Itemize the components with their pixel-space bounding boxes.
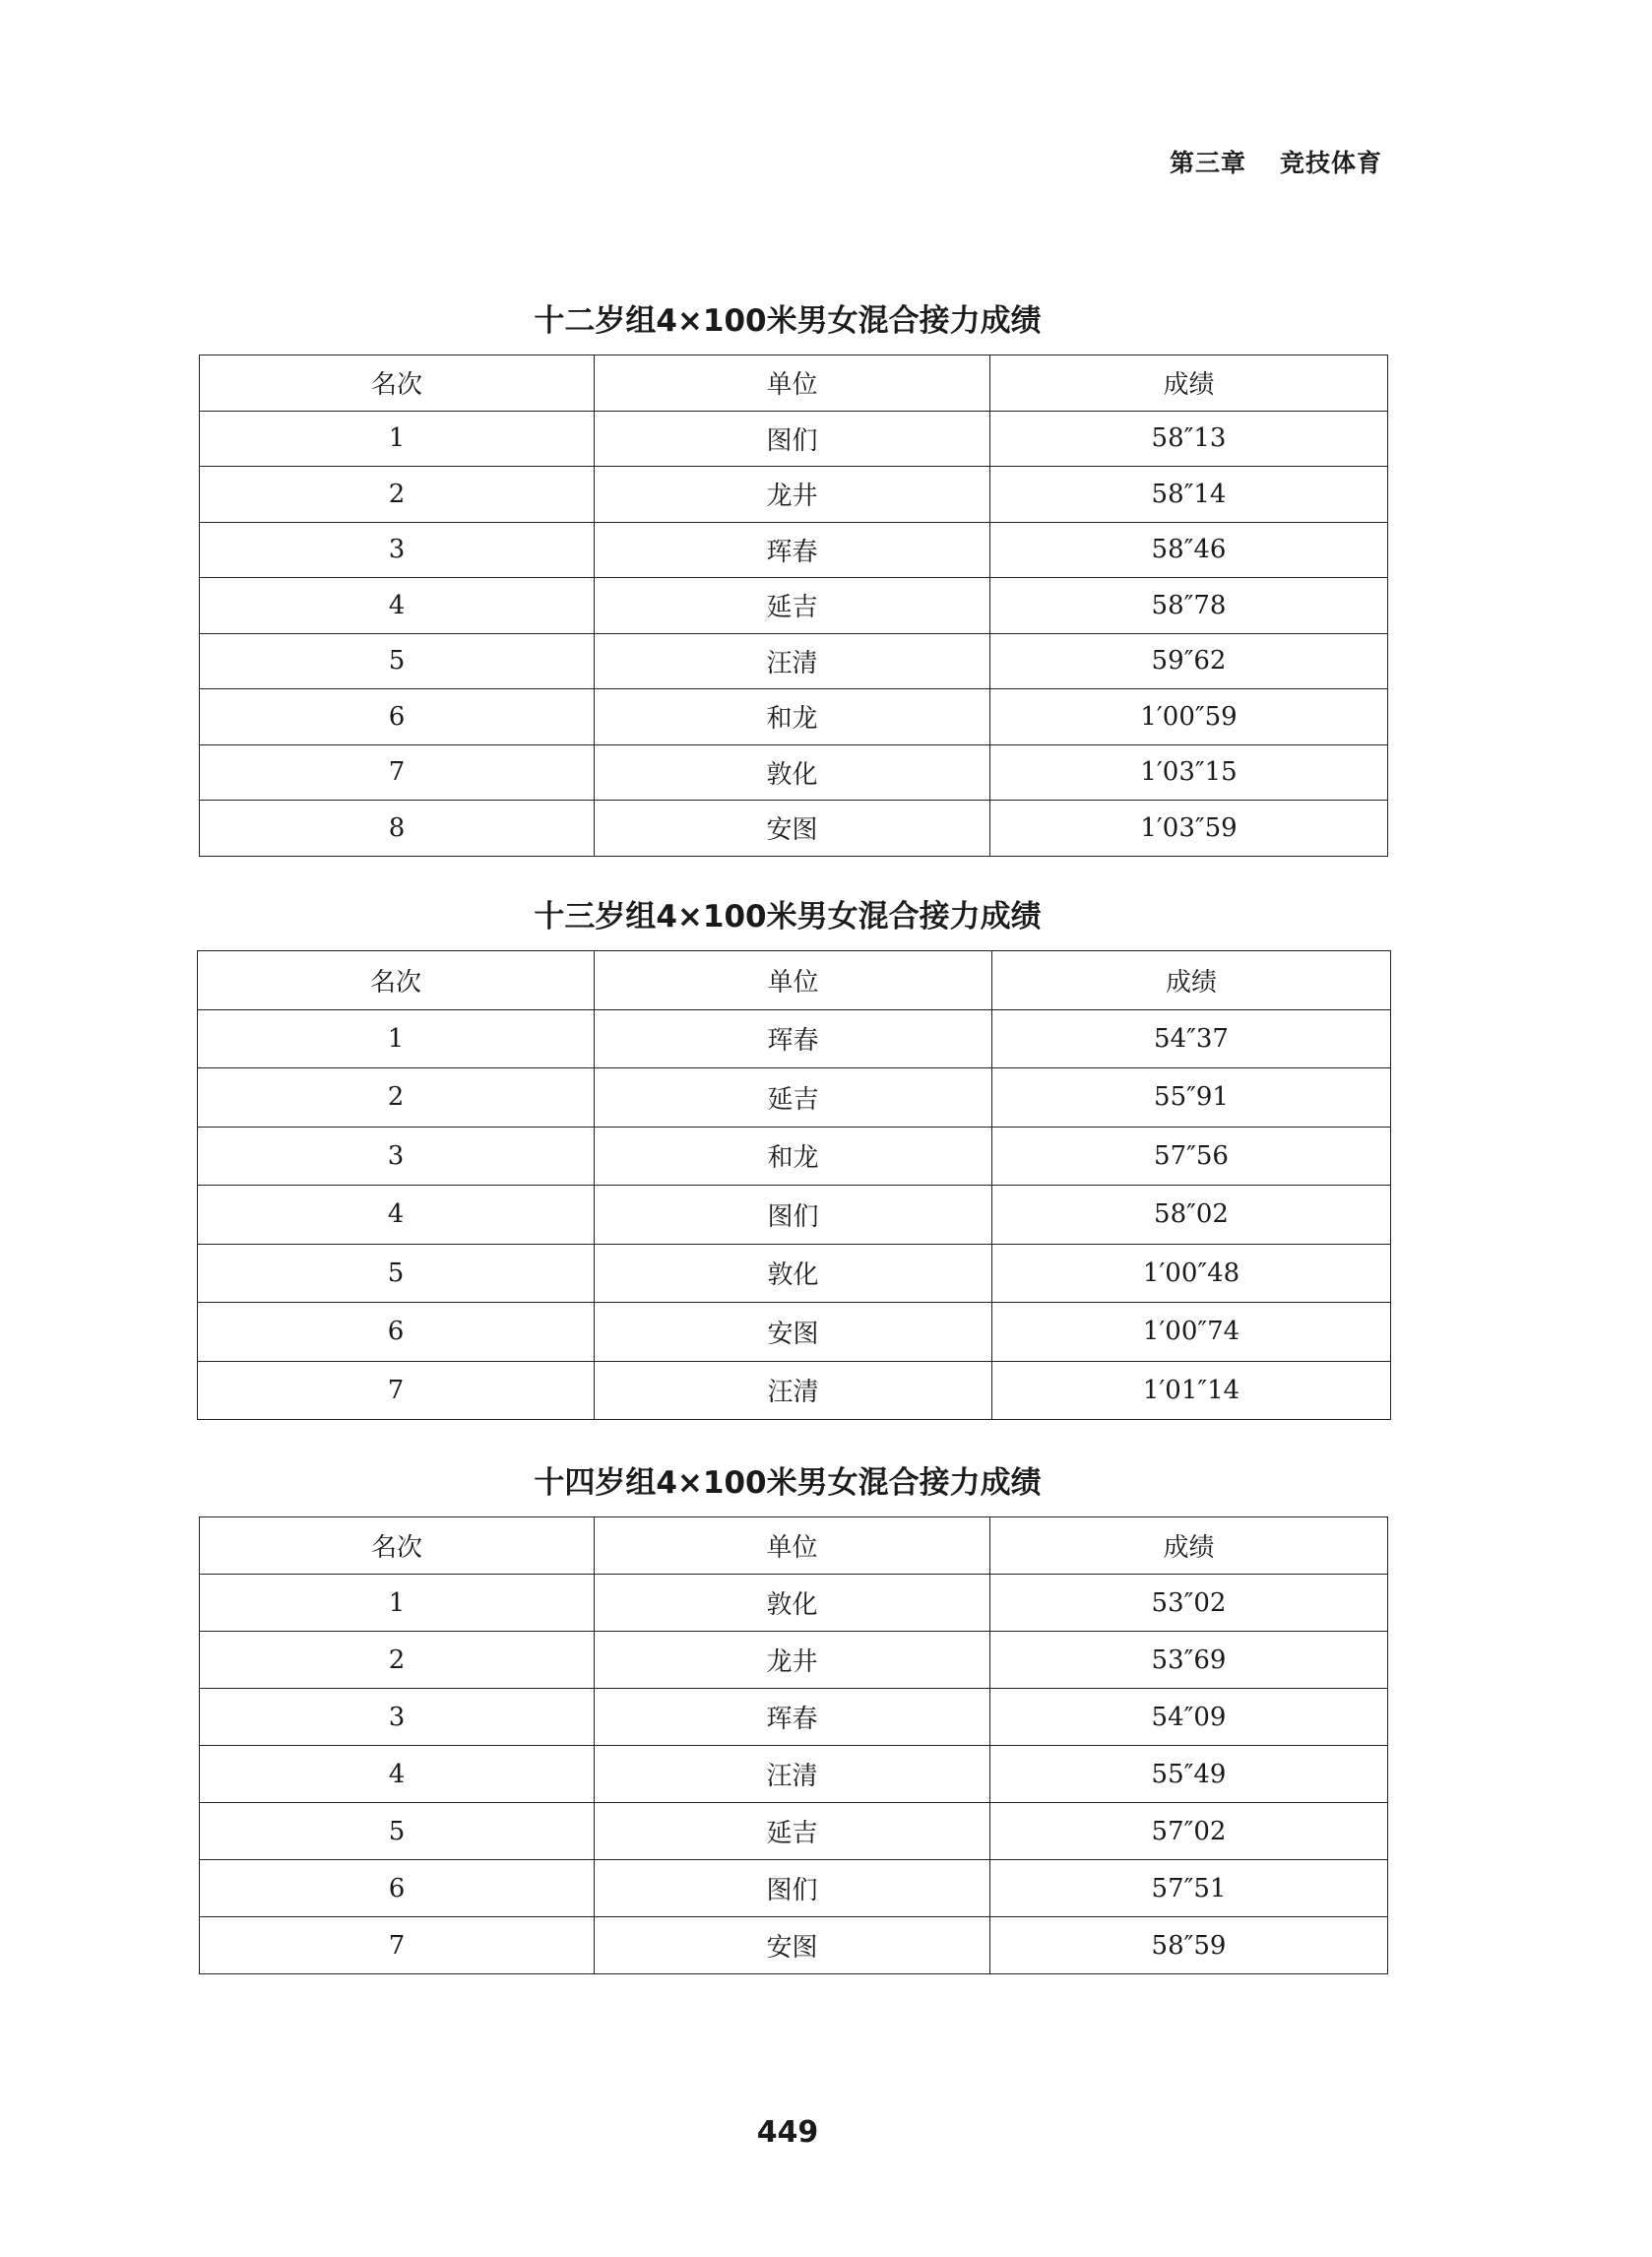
column-header: 成绩 [990, 355, 1388, 412]
table-row [200, 1746, 1388, 1803]
table-row [200, 633, 1388, 689]
time-cell: 53″69 [990, 1632, 1388, 1689]
unit-cell: 珲春 [595, 1009, 992, 1068]
running-header [1170, 144, 1382, 179]
table-row [200, 1917, 1388, 1974]
table-row [200, 578, 1388, 634]
unit-cell: 延吉 [595, 578, 990, 634]
table-row [200, 522, 1388, 578]
time-cell: 1′01″14 [992, 1361, 1391, 1420]
table-row [200, 744, 1388, 801]
results-table-age-12 [199, 355, 1388, 857]
rank-cell: 3 [200, 522, 595, 578]
table-row [200, 1575, 1388, 1632]
rank-cell: 6 [200, 1860, 595, 1917]
table-row [198, 1009, 1391, 1068]
chapter-label: 第三章 [1169, 149, 1246, 177]
rank-cell: 6 [198, 1303, 595, 1362]
time-cell: 58″13 [990, 411, 1388, 467]
time-cell: 1′00″74 [992, 1303, 1391, 1362]
unit-cell: 安图 [595, 1303, 992, 1362]
time-cell: 55″91 [992, 1068, 1391, 1128]
time-cell: 54″37 [992, 1009, 1391, 1068]
rank-cell: 3 [198, 1127, 595, 1186]
rank-cell: 5 [198, 1244, 595, 1303]
column-header: 名次 [200, 1517, 595, 1575]
rank-cell: 4 [198, 1186, 595, 1245]
unit-cell: 敦化 [595, 744, 990, 801]
column-header: 名次 [200, 355, 595, 412]
table-row [198, 1068, 1391, 1128]
rank-cell: 2 [200, 467, 595, 523]
time-cell: 57″02 [990, 1803, 1388, 1860]
unit-cell: 图们 [595, 1860, 990, 1917]
page-number: 449 [756, 2115, 819, 2150]
rank-cell: 7 [200, 744, 595, 801]
table-row [200, 1860, 1388, 1917]
table-row [198, 1361, 1391, 1420]
table-title-age-13: 十三岁组4×100米男女混合接力成绩 [534, 899, 1042, 935]
table-row [200, 689, 1388, 745]
time-cell: 53″02 [990, 1575, 1388, 1632]
table-row [200, 1803, 1388, 1860]
rank-cell: 4 [200, 578, 595, 634]
unit-cell: 安图 [595, 801, 990, 857]
table-title-age-12: 十二岁组4×100米男女混合接力成绩 [534, 303, 1042, 339]
rank-cell: 8 [200, 801, 595, 857]
time-cell: 58″78 [990, 578, 1388, 634]
table-row [198, 1186, 1391, 1245]
rank-cell: 6 [200, 689, 595, 745]
rank-cell: 7 [200, 1917, 595, 1974]
table-row [200, 801, 1388, 857]
unit-cell: 汪清 [595, 1746, 990, 1803]
time-cell: 54″09 [990, 1689, 1388, 1746]
table-header-row [198, 951, 1391, 1010]
results-table-age-14 [199, 1516, 1388, 1974]
rank-cell: 1 [200, 1575, 595, 1632]
rank-cell: 5 [200, 633, 595, 689]
unit-cell: 汪清 [595, 633, 990, 689]
time-cell: 1′00″48 [992, 1244, 1391, 1303]
unit-cell: 龙井 [595, 467, 990, 523]
rank-cell: 3 [200, 1689, 595, 1746]
unit-cell: 汪清 [595, 1361, 992, 1420]
rank-cell: 2 [198, 1068, 595, 1128]
results-table-age-13 [197, 950, 1391, 1420]
column-header: 名次 [198, 951, 595, 1010]
rank-cell: 1 [198, 1009, 595, 1068]
section-label: 竞技体育 [1279, 149, 1382, 177]
time-cell: 57″56 [992, 1127, 1391, 1186]
table-row [198, 1127, 1391, 1186]
unit-cell: 安图 [595, 1917, 990, 1974]
rank-cell: 7 [198, 1361, 595, 1420]
table-title-age-14: 十四岁组4×100米男女混合接力成绩 [534, 1465, 1042, 1501]
column-header: 单位 [595, 1517, 990, 1575]
time-cell: 1′03″59 [990, 801, 1388, 857]
time-cell: 57″51 [990, 1860, 1388, 1917]
unit-cell: 图们 [595, 1186, 992, 1245]
column-header: 成绩 [990, 1517, 1388, 1575]
unit-cell: 图们 [595, 411, 990, 467]
column-header: 成绩 [992, 951, 1391, 1010]
rank-cell: 2 [200, 1632, 595, 1689]
unit-cell: 和龙 [595, 689, 990, 745]
rank-cell: 5 [200, 1803, 595, 1860]
rank-cell: 4 [200, 1746, 595, 1803]
table-header-row [200, 355, 1388, 412]
time-cell: 58″14 [990, 467, 1388, 523]
table-row [200, 467, 1388, 523]
table-header-row [200, 1517, 1388, 1575]
unit-cell: 龙井 [595, 1632, 990, 1689]
unit-cell: 珲春 [595, 522, 990, 578]
table-row [200, 411, 1388, 467]
unit-cell: 延吉 [595, 1803, 990, 1860]
time-cell: 55″49 [990, 1746, 1388, 1803]
time-cell: 1′00″59 [990, 689, 1388, 745]
time-cell: 58″59 [990, 1917, 1388, 1974]
time-cell: 58″46 [990, 522, 1388, 578]
time-cell: 59″62 [990, 633, 1388, 689]
unit-cell: 和龙 [595, 1127, 992, 1186]
column-header: 单位 [595, 951, 992, 1010]
unit-cell: 敦化 [595, 1575, 990, 1632]
unit-cell: 敦化 [595, 1244, 992, 1303]
table-row [200, 1689, 1388, 1746]
unit-cell: 延吉 [595, 1068, 992, 1128]
time-cell: 1′03″15 [990, 744, 1388, 801]
time-cell: 58″02 [992, 1186, 1391, 1245]
rank-cell: 1 [200, 411, 595, 467]
table-row [198, 1303, 1391, 1362]
table-row [200, 1632, 1388, 1689]
unit-cell: 珲春 [595, 1689, 990, 1746]
column-header: 单位 [595, 355, 990, 412]
table-row [198, 1244, 1391, 1303]
